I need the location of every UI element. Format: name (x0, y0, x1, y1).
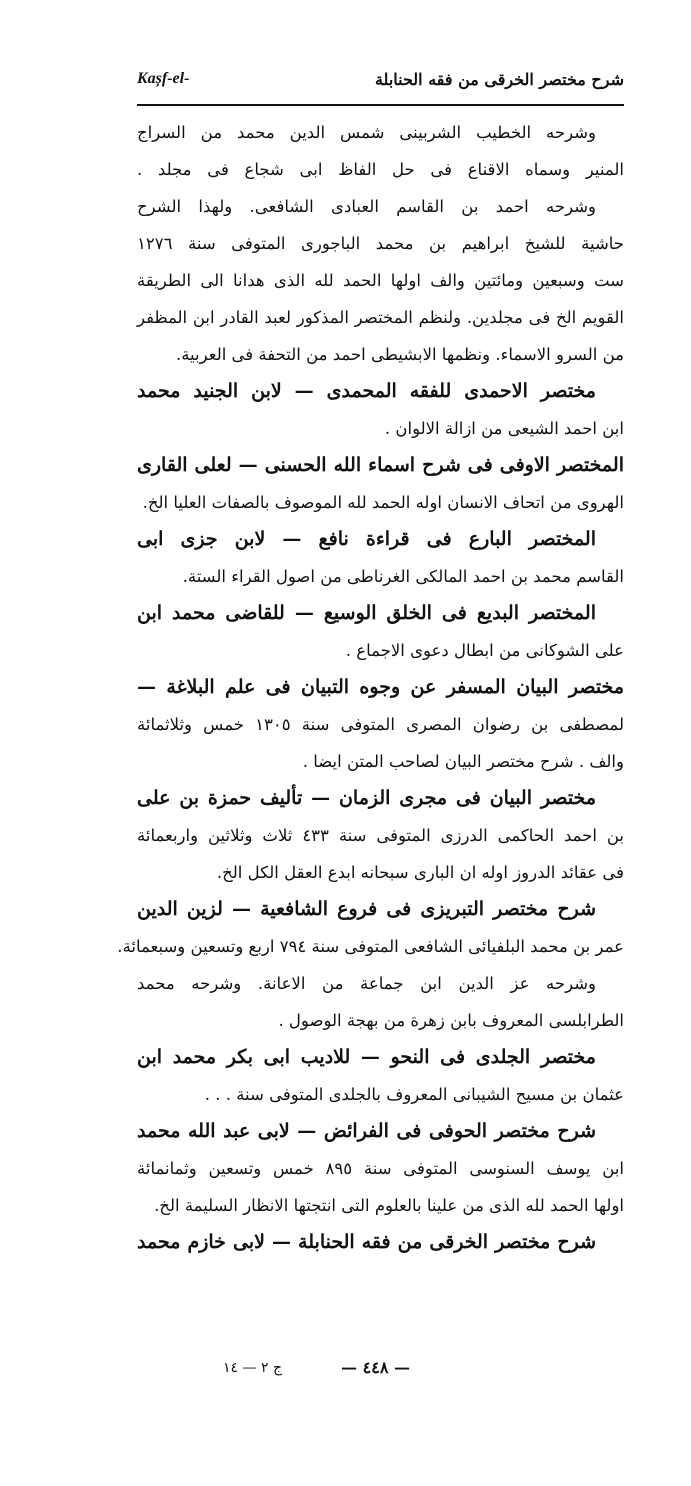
entry-heading: مختصر الاحمدى للفقه المحمدى — لابن الجنيد محمد (137, 380, 596, 402)
entry-heading: المختصر البارع فى قراءة نافع — لابن جزى ابى (137, 528, 596, 550)
entry-heading: شرح مختصر التبريزى فى فروع الشافعية — لزين الدين (137, 898, 596, 920)
body-line: ابن احمد الشيعى من ازالة الالوان . (384, 419, 624, 438)
body-line: الطرابلسى المعروف بابن زهرة من بهجة الوصول . (278, 1011, 624, 1030)
body-line: وشرحه عز الدين ابن جماعة من الاعانة. وشرحه محمد (137, 974, 596, 993)
page-number: — ٤٤٨ — (341, 1358, 410, 1377)
body-line: والف . شرح مختصر البيان لصاحب المتن ايضا . (302, 752, 624, 771)
entry-heading: شرح مختصر الخرقى من فقه الحنابلة — لابى خازم محمد (137, 1231, 596, 1253)
entry-heading: المختصر الاوفى فى شرح اسماء الله الحسنى — لعلى القارى (137, 454, 624, 476)
body-line: القويم الخ فى مجلدين. ولنظم المختصر المذكور لعبد القادر ابن المظفر (137, 308, 624, 327)
entry-heading: المختصر البديع فى الخلق الوسيع — للقاضى محمد ابن (137, 602, 596, 624)
body-line: من السرو الاسماء. ونظمها الابشيطى احمد من التحفة فى العربية. (175, 345, 624, 364)
body-line: لمصطفى بن رضوان المصرى المتوفى سنة ١٣٠٥ خمس وثلاثمائة (137, 715, 624, 734)
running-head-latin: Kașf-el- (137, 70, 190, 87)
body-line: حاشية للشيخ ابراهيم بن محمد الباجورى المتوفى سنة ١٢٧٦ (137, 234, 624, 253)
entry-heading: مختصر الجلدى فى النحو — للاديب ابى بكر محمد ابن (137, 1046, 596, 1068)
page-footer (137, 1358, 624, 1388)
body-line: المنير وسماه الاقناع فى حل الفاظ ابى شجاع فى مجلد . (137, 160, 624, 179)
body-line: وشرحه احمد بن القاسم العبادى الشافعى. ولهذا الشرح (137, 197, 596, 216)
body-line: فى عقائد الدروز اوله ان البارى سبحانه ابدع العقل الكل الخ. (216, 863, 624, 882)
entry-heading: مختصر البيان فى مجرى الزمان — تأليف حمزة بن على (137, 787, 596, 809)
entry-heading: مختصر البيان المسفر عن وجوه التبيان فى علم البلاغة — (137, 676, 624, 698)
page-body (117, 114, 624, 1261)
body-line: عثمان بن مسيح الشيبانى المعروف بالجلدى المتوفى سنة . . . (204, 1085, 624, 1104)
body-line: ست وسبعين ومائتين والف اولها الحمد لله الذى هدانا الى الطريقة (137, 271, 624, 290)
body-line: على الشوكانى من ابطال دعوى الاجماع . (345, 641, 624, 660)
body-line: عمر بن محمد البلفيائى الشافعى المتوفى سنة ٧٩٤ اربع وتسعين وسبعمائة. (117, 937, 624, 956)
body-line: ابن يوسف السنوسى المتوفى سنة ٨٩٥ خمس وتسعين وثمانمائة (137, 1159, 624, 1178)
body-line: القاسم محمد بن احمد المالكى الغرناطى من اصول القراء الستة. (182, 567, 624, 586)
body-line: بن احمد الحاكمى الدرزى المتوفى سنة ٤٣٣ ثلاث وثلاثين واربعمائة (137, 826, 624, 845)
body-line: اولها الحمد لله الذى من علينا بالعلوم التى انتجتها الانظار السليمة الخ. (154, 1196, 624, 1215)
page-header (137, 70, 624, 106)
body-line: الهروى من اتحاف الانسان اوله الحمد لله الموصوف بالصفات العليا الخ. (142, 493, 624, 512)
running-head-title: شرح مختصر الخرقى من فقه الحنابلة (374, 70, 624, 89)
body-line: وشرحه الخطيب الشربينى شمس الدين محمد من السراج (137, 123, 596, 142)
entry-heading: شرح مختصر الحوفى فى الفرائض — لابى عبد الله محمد (137, 1120, 596, 1142)
signature-mark: ج ٢ — ١٤ (223, 1360, 282, 1376)
